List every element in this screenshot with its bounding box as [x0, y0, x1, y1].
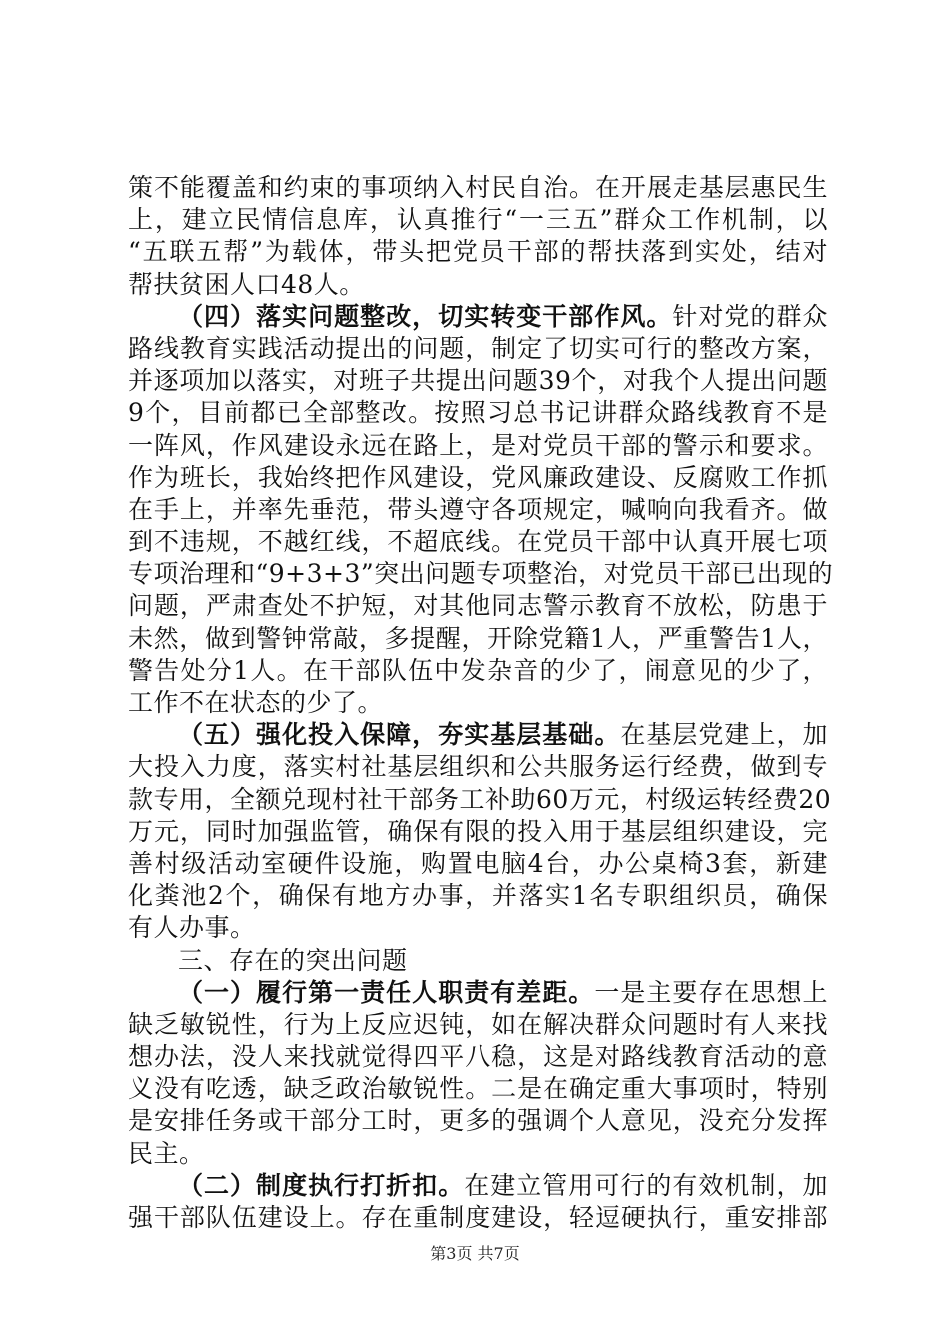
text-line: 到不违规，不越红线，不超底线。在党员干部中认真开展七项 [128, 527, 828, 557]
section-heading-5: （五）强化投入保障，夯实基层基础。 [178, 720, 621, 750]
text-line: 警告处分1人。在干部队伍中发杂音的少了，闹意见的少了， [128, 655, 828, 685]
section-heading-2: （二）制度执行打折扣。 [178, 1170, 465, 1200]
text-line: 强干部队伍建设上。存在重制度建设，轻逗硬执行，重安排部 [128, 1203, 828, 1232]
text-line: 万元，同时加强监管，确保有限的投入用于基层组织建设，完 [128, 816, 828, 846]
text-line: 款专用，全额兑现村社干部务工补助60万元，村级运转经费20 [128, 784, 832, 814]
chapter-heading: 三、存在的突出问题 [178, 945, 408, 975]
text-line: 一阵风，作风建设永远在路上，是对党员干部的警示和要求。 [128, 430, 828, 460]
text-line: 在手上，并率先垂范，带头遵守各项规定，喊响向我看齐。做 [128, 494, 828, 524]
text-line: 化粪池2个，确保有地方办事，并落实1名专职组织员，确保 [128, 881, 828, 911]
text-line: 善村级活动室硬件设施，购置电脑4台，办公桌椅3套，新建 [128, 848, 828, 878]
text-line: 工作不在状态的少了。 [128, 688, 384, 717]
text-line: “五联五帮”为载体，带头把党员干部的帮扶落到实处，结对 [128, 237, 828, 267]
section-heading-line [128, 719, 828, 751]
text-run: 在建立管用可行的有效机制，加 [464, 1170, 828, 1200]
text-line: 专项治理和“9+3+3”突出问题专项整治，对党员干部已出现的 [128, 559, 834, 589]
text-line: 有人办事。 [128, 913, 256, 943]
text-line: 并逐项加以落实，对班子共提出问题39个，对我个人提出问题 [128, 366, 828, 396]
section-heading-line [128, 301, 828, 333]
text-line: 是安排任务或干部分工时，更多的强调个人意见，没充分发挥 [128, 1106, 828, 1136]
text-line: 民主。 [128, 1138, 205, 1168]
text-line: 大投入力度，落实村社基层组织和公共服务运行经费，做到专 [128, 752, 828, 782]
page-number-footer: 第3页 共7页 [430, 1244, 520, 1263]
text-line: 未然，做到警钟常敲，多提醒，开除党籍1人，严重警告1人， [128, 623, 828, 653]
text-run: 针对党的群众 [672, 301, 828, 331]
text-line: 想办法，没人来找就觉得四平八稳，这是对路线教育活动的意 [128, 1042, 828, 1072]
text-line: 上，建立民情信息库，认真推行“一三五”群众工作机制，以 [128, 205, 828, 235]
section-heading-4: （四）落实问题整改，切实转变干部作风。 [178, 301, 673, 331]
text-run: 在基层党建上，加 [620, 720, 828, 750]
text-line: 路线教育实践活动提出的问题，制定了切实可行的整改方案， [128, 333, 828, 363]
text-line: 帮扶贫困人口48人。 [128, 269, 365, 299]
text-line: 义没有吃透，缺乏政治敏锐性。二是在确定重大事项时，特别 [128, 1074, 828, 1104]
section-heading-line [128, 1170, 828, 1202]
text-run: 一是主要存在思想上 [594, 977, 828, 1007]
text-line: 缺乏敏锐性，行为上反应迟钝，如在解决群众问题时有人来找 [128, 1009, 828, 1039]
text-line: 问题，严肃查处不护短，对其他同志警示教育不放松，防患于 [128, 591, 828, 621]
section-heading-line [128, 977, 828, 1009]
text-line: 作为班长，我始终把作风建设，党风廉政建设、反腐败工作抓 [128, 462, 828, 492]
text-line: 策不能覆盖和约束的事项纳入村民自治。在开展走基层惠民生 [128, 173, 828, 202]
section-heading-1: （一）履行第一责任人职责有差距。 [178, 977, 595, 1007]
document-body [128, 172, 834, 1234]
text-line: 9个，目前都已全部整改。按照习总书记讲群众路线教育不是 [128, 398, 828, 428]
